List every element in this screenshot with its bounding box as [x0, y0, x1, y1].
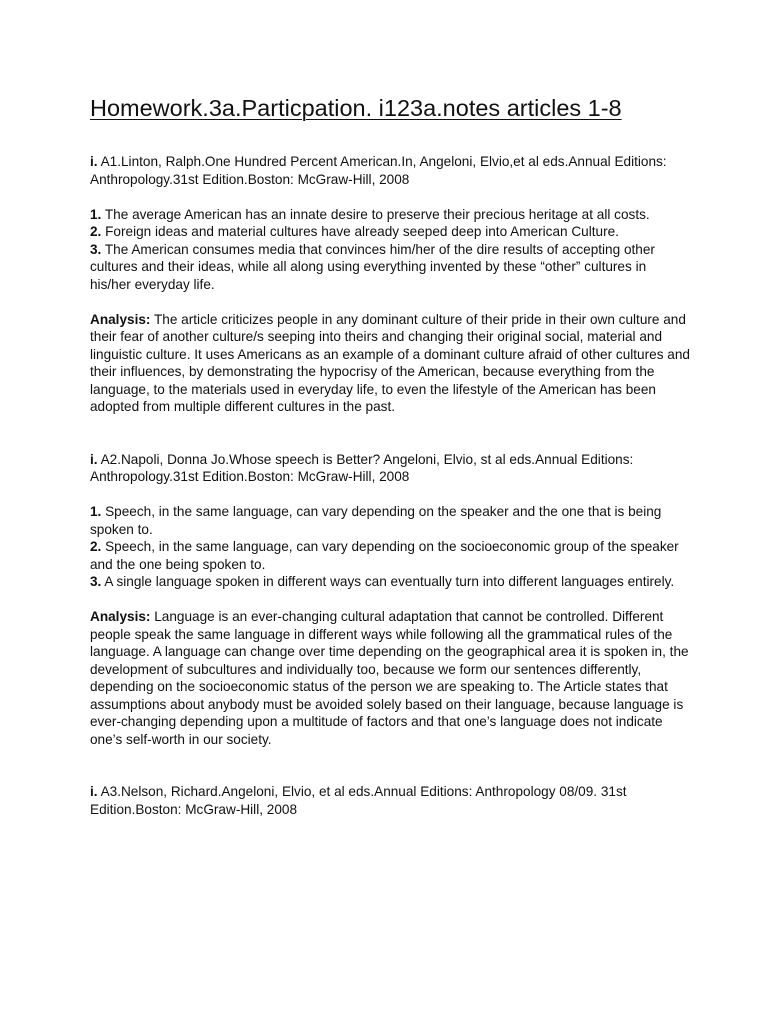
- point-number: 2.: [90, 539, 102, 554]
- analysis-label: Analysis:: [90, 311, 151, 327]
- citation-marker: i.: [90, 154, 98, 169]
- point-number: 2.: [90, 224, 102, 239]
- article-1-analysis: [90, 311, 690, 416]
- article-3: [90, 783, 690, 818]
- citation-text: A3.Nelson, Richard.Angeloni, Elvio, et al eds.Annual Editions: Anthropology 08/09. 31st Edition.Boston: McGraw-Hill, 2008: [90, 784, 627, 817]
- article-1-point-1: [90, 206, 690, 224]
- citation-marker: i.: [90, 451, 98, 467]
- article-2: [90, 451, 690, 749]
- citation-text: A1.Linton, Ralph.One Hundred Percent American.In, Angeloni, Elvio,et al eds.Annual Editions: Anthropology.31st Edition.Boston: McGraw-Hill, 2008: [90, 154, 667, 187]
- analysis-text: The article criticizes people in any dominant culture of their pride in their own culture and their fear of another culture/s seeping into theirs and changing their original social, material and linguistic culture. It uses Americans as an example of a dominant culture afraid of other cultures and their influences, by demonstrating the hypocrisy of the American, because everything from the language, to the materials used in everyday life, to even the lifestyle of the American has been adopted from multiple different cultures in the past.: [90, 311, 690, 414]
- article-2-citation: [90, 451, 690, 486]
- citation-text: A2.Napoli, Donna Jo.Whose speech is Better? Angeloni, Elvio, st al eds.Annual Editions: Anthropology.31st Edition.Boston: McGraw-Hill, 2008: [90, 451, 634, 484]
- article-2-analysis: [90, 608, 690, 748]
- point-text: Foreign ideas and material cultures have already seeped deep into American Culture.: [101, 224, 619, 239]
- point-text: The American consumes media that convinces him/her of the dire results of accepting other cultures and their ideas, while all along using everything invented by these “other” cultures in his/her everyday life.: [90, 241, 655, 292]
- document-title: Homework.3a.Particpation. i123a.notes articles 1-8: [90, 95, 622, 121]
- point-number: 3.: [90, 574, 102, 589]
- article-2-point-1: [90, 503, 690, 538]
- document-page: [90, 93, 690, 818]
- analysis-label: Analysis:: [90, 609, 151, 624]
- article-2-point-3: [90, 573, 690, 591]
- citation-marker: i.: [90, 784, 98, 799]
- article-3-citation: [90, 783, 690, 818]
- article-1-citation: [90, 153, 690, 188]
- point-text: Speech, in the same language, can vary depending on the socioeconomic group of the speaker and the one being spoken to.: [90, 539, 679, 572]
- analysis-text: Language is an ever-changing cultural adaptation that cannot be controlled. Different people speak the same language in different ways while following all the grammatical rules of the language. A language can change over time depending on the geographical area it is spoken in, the development of subcultures and individually too, because we form our sentences differently, depending on the socioeconomic status of the person we are speaking to. The Article states that assumptions about anybody must be avoided solely based on their language, because language is ever-changing depending upon a multitude of factors and that one’s language does not indicate one’s self-worth in our society.: [90, 609, 689, 747]
- point-text: The average American has an innate desire to preserve their precious heritage at all costs.: [101, 206, 650, 222]
- article-1: [90, 153, 690, 416]
- point-number: 1.: [90, 504, 102, 519]
- article-1-point-2: [90, 223, 690, 241]
- point-number: 3.: [90, 241, 102, 257]
- article-2-point-2: [90, 538, 690, 573]
- article-1-point-3: [90, 241, 690, 294]
- point-text: A single language spoken in different ways can eventually turn into different languages entirely.: [101, 574, 675, 589]
- point-number: 1.: [90, 206, 102, 222]
- point-text: Speech, in the same language, can vary depending on the speaker and the one that is being spoken to.: [90, 504, 662, 537]
